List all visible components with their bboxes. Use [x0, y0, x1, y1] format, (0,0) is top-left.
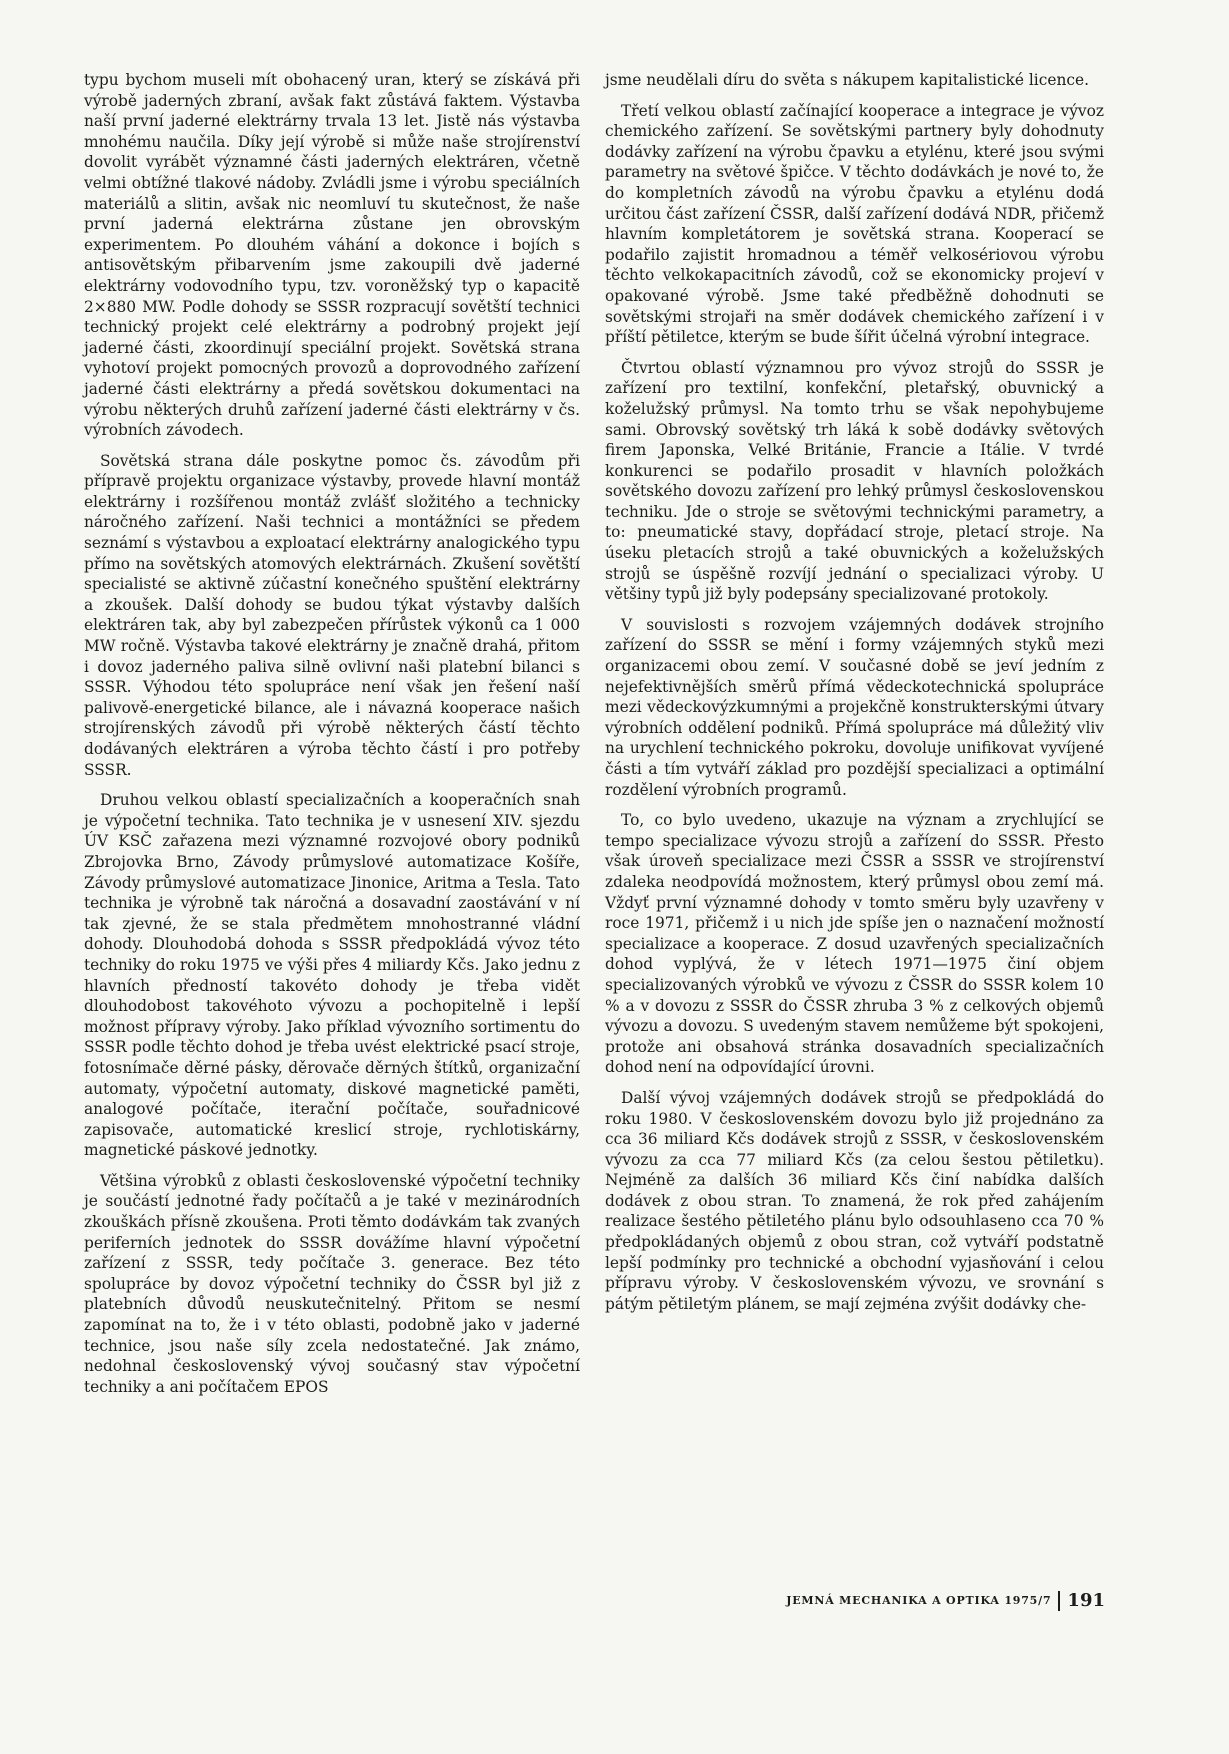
- paragraph: Většina výrobků z oblasti československé výpočetní techniky je součástí jednotné řady počítačů a je také v mezinárodních zkouškách přísně zkoušena. Proti těmto dodávkám tak zvaných periferních jednotek do SSSR dovážíme hlavní výpočetní zařízení z SSSR, tedy počítače 3. generace. Bez této spolupráce by dovoz výpočetní techniky do ČSSR byl již z platebních důvodů neuskutečnitelný. Přitom se nesmí zapomínat na to, že i v této oblasti, podobně jako v jaderné technice, jsou naše síly zcela nedostatečné. Jak známo, nedohnal československý vývoj současný stav výpočetní techniky a ani počítačem EPOS: [84, 1171, 580, 1396]
- page-number: 191: [1067, 1590, 1105, 1611]
- paragraph: Třetí velkou oblastí začínající kooperace a integrace je vývoz chemického zařízení. Se sovětskými partnery byly dohodnuty dodávky zařízení na výrobu čpavku a etylénu, které jsou svými parametry na světové špičce. V těchto dodávkách je nové to, že do kompletních závodů na výrobu čpavku a etylénu dodá určitou část zařízení ČSSR, další zařízení dodává NDR, přičemž hlavním kompletátorem je sovětská strana. Kooperací se podařilo zajistit hromadnou a téměř velkosériovou výrobu těchto velkokapacitních závodů, což se ekonomicky projeví v opakované výrobě. Jsme také předběžně dohodnuti se sovětskými strojaři na směr dodávek chemického zařízení i v příští pětiletce, kterým se bude šířit účelná výrobní integrace.: [605, 101, 1104, 347]
- paragraph: V souvislosti s rozvojem vzájemných dodávek strojního zařízení do SSSR se mění i formy vzájemných styků mezi organizacemi obou zemí. V současné době se jeví jedním z nejefektivnějších směrů přímá vědeckotechnická spolupráce mezi vědeckovýzkumnými a projekčně konstrukterskými útvary výrobních oddělení podniků. Přímá spolupráce má důležitý vliv na urychlení technického pokroku, dovoluje unifikovat vyvíjené části a tím vytváří základ pro pozdější specializaci a optimální rozdělení výrobních programů.: [605, 615, 1104, 799]
- paragraph: Druhou velkou oblastí specializačních a kooperačních snah je výpočetní technika. Tato technika je v usnesení XIV. sjezdu ÚV KSČ zařazena mezi významné rozvojové obory podniků Zbrojovka Brno, Závody průmyslové automatizace Košíře, Závody průmyslové automatizace Jinonice, Aritma a Tesla. Tato technika je výrobně tak náročná a dosavadní zaostávání v ní tak zjevné, že se stala předmětem mnohostranné vládní dohody. Dlouhodobá dohoda s SSSR předpokládá vývoz této techniky do roku 1975 ve výši přes 4 miliardy Kčs. Jako jednu z hlavních předností takovéto dohody je třeba vidět dlouhodobost takovéhoto vývozu a pochopitelně i lepší možnost přípravy výroby. Jako příklad vývozního sortimentu do SSSR podle těchto dohod je třeba uvést elektrické psací stroje, fotosnímače děrné pásky, děrovače děrných štítků, organizační automaty, výpočetní automaty, diskové magnetické paměti, analogové počítače, iterační počítače, souřadnicové zapisovače, automatické kreslicí stroje, rychlotiskárny, magnetické páskové jednotky.: [84, 791, 580, 1160]
- paragraph: To, co bylo uvedeno, ukazuje na význam a zrychlující se tempo specializace vývozu strojů a zařízení do SSSR. Přesto však úroveň specializace mezi ČSSR a SSSR ve strojírenství zdaleka neodpovídá možnostem, který průmysl obou zemí má. Vždyť první významné dohody v tomto směru byly uzavřeny v roce 1971, přičemž i u nich jde spíše jen o naznačení možností specializace a kooperace. Z dosud uzavřených specializačních dohod vyplývá, že v létech 1971—1975 činí objem specializovaných výrobků ve vývozu z ČSSR do SSSR kolem 10 % a v dovozu z SSSR do ČSSR zhruba 3 % z celkových objemů vývozu a dovozu. S uvedeným stavem nemůžeme být spokojeni, protože ani obsahová stránka dosavadních specializačních dohod není na odpovídající úrovni.: [605, 811, 1104, 1077]
- paragraph: Další vývoj vzájemných dodávek strojů se předpokládá do roku 1980. V československém dovozu bylo již projednáno za cca 36 miliard Kčs dodávek strojů z SSSR, v československém vývozu za cca 77 miliard Kčs (za celou šestou pětiletku). Nejméně za dalších 36 miliard Kčs činí nabídka dalších dodávek z obou stran. To znamená, že rok před zahájením realizace šestého pětiletého plánu bylo odsouhlaseno cca 70 % předpokládaných objemů z obou stran, což vytváří podstatně lepší podmínky pro technické a obchodní vyjasňování i celou přípravu výroby. V československém vývozu, ve srovnání s pátým pětiletým plánem, se mají zejména zvýšit dodávky che-: [605, 1088, 1104, 1313]
- right-column: [605, 70, 1104, 1324]
- page-footer: [786, 1590, 1105, 1611]
- paragraph: Sovětská strana dále poskytne pomoc čs. závodům při přípravě projektu organizace výstavby, provede hlavní montáž elektrárny i rozšířenou montáž zvlášť složitého a technicky náročného zařízení. Naši technici a montážníci se předem seznámí s výstavbou a exploatací elektrárny analogického typu přímo na sovětských atomových elektrárnách. Zkušení sovětští specialisté se aktivně zúčastní konečného spuštění elektrárny a zkoušek. Další dohody se budou týkat výstavby dalších elektráren tak, aby byl zabezpečen přírůstek výkonů ca 1 000 MW ročně. Výstavba takové elektrárny je značně drahá, přitom i dovoz jaderného paliva silně ovlivní naši platební bilanci s SSSR. Výhodou této spolupráce není však jen řešení naší palivově-energetické bilance, ale i návazná kooperace našich strojírenských závodů při výrobě některých částí těchto dodávaných elektráren a výroba těchto částí i pro potřeby SSSR.: [84, 451, 580, 779]
- left-column: [84, 70, 580, 1407]
- footer-divider: [1058, 1591, 1060, 1611]
- paragraph: Čtvrtou oblastí významnou pro vývoz strojů do SSSR je zařízení pro textilní, konfekční, pletařský, obuvnický a koželužský průmysl. Na tomto trhu se však nepohybujeme sami. Obrovský sovětský trh láká k sobě dodávky světových firem Japonska, Velké Británie, Francie a Itálie. V tvrdé konkurenci se podařilo prosadit v hlavních položkách sovětského dovozu zařízení pro lehký průmysl československou techniku. Jde o stroje se světovými technickými parametry, a to: pneumatické stavy, dopřádací stroje, pletací stroje. Na úseku pletacích strojů a také obuvnických a koželužských strojů se úspěšně rozvíjí jednání o specializaci výroby. U většiny typů již byly podepsány specializované protokoly.: [605, 358, 1104, 604]
- journal-title: JEMNÁ MECHANIKA A OPTIKA 1975/7: [786, 1594, 1052, 1607]
- paragraph: jsme neudělali díru do světa s nákupem kapitalistické licence.: [605, 71, 1089, 89]
- paragraph: typu bychom museli mít obohacený uran, který se získává při výrobě jaderných zbraní, avšak fakt zůstává faktem. Výstavba naší první jaderné elektrárny trvala 13 let. Jistě nás výstavba mnohému naučila. Díky její výrobě si může naše strojírenství dovolit vyrábět významné části jaderných elektráren, včetně velmi obtížné tlakové nádoby. Zvládli jsme i výrobu speciálních materiálů a slitin, avšak nic neomluví tu skutečnost, že naše první jaderná elektrárna zůstane jen obrovským experimentem. Po dlouhém váhání a dokonce i bojích s antisovětským přibarvením jsme zakoupili dvě jaderné elektrárny vodovodního typu, tzv. voroněžský typ o kapacitě 2×880 MW. Podle dohody se SSSR rozpracují sovětští technici technický projekt celé elektrárny a podrobný projekt její jaderné části, zkoordinují speciální projekt. Sovětská strana vyhotoví projekt pomocných provozů a doprovodného zařízení jaderné části elektrárny a předá sovětskou dokumentaci na výrobu některých druhů zařízení jaderné části elektrárny v čs. výrobních závodech.: [84, 71, 580, 440]
